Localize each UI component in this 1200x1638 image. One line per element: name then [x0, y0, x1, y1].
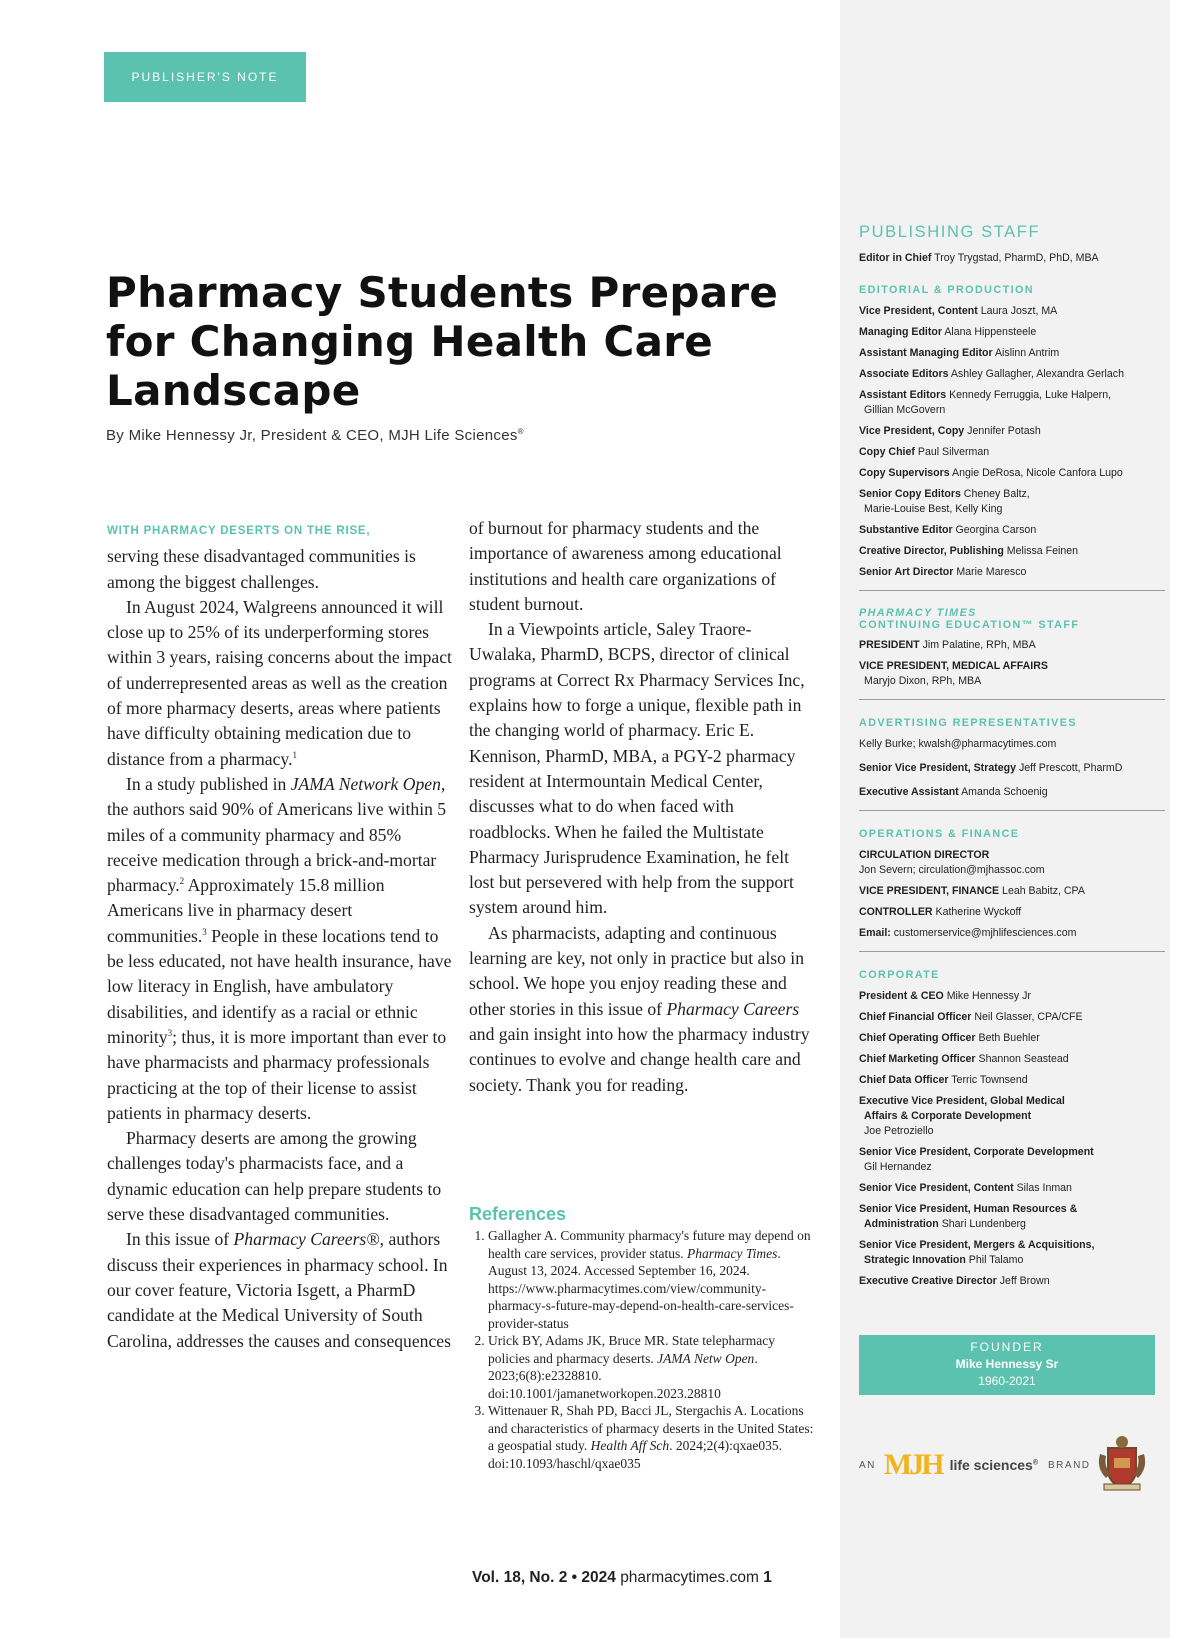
paragraph-text: In a study published in: [126, 773, 287, 794]
byline-registered-mark: ®: [517, 427, 524, 436]
masthead-entry: [859, 1010, 1165, 1025]
staff-role: Chief Financial Officer: [859, 1011, 972, 1023]
staff-name: Marie Maresco: [956, 566, 1027, 578]
staff-role: Vice President, Copy: [859, 425, 965, 437]
staff-name: Silas Inman: [1016, 1182, 1072, 1194]
masthead-entry: [859, 1274, 1165, 1289]
brand-suffix: BRAND: [1048, 1459, 1091, 1471]
paragraph-text: People in these locations tend to be less educated, not have health insurance, have low literacy in English, have ambulatory disabilities, and identify as a racial or ethnic minority: [107, 925, 452, 1047]
masthead-entry: [859, 251, 1165, 266]
staff-role: CONTROLLER: [859, 906, 933, 918]
masthead-entry: [859, 989, 1165, 1004]
founder-name: Mike Hennessy Sr: [955, 1357, 1059, 1371]
staff-name: Georgina Carson: [955, 524, 1037, 536]
masthead-entry: [859, 388, 1165, 418]
section-heading-operations: OPERATIONS & FINANCE: [859, 828, 1020, 840]
paragraph-study: [107, 772, 452, 1126]
staff-role: VICE PRESIDENT, MEDICAL AFFAIRS: [859, 660, 1048, 672]
staff-role: Administration: [864, 1218, 939, 1230]
paragraph-text: As pharmacists, adapting and continuous learning are key, not only in practice but also in school. We hope you enjoy reading these and other stories in this issue of: [469, 922, 804, 1019]
staff-name: Gillian McGovern: [864, 404, 946, 416]
citation: 1: [292, 749, 297, 760]
staff-role: Chief Data Officer: [859, 1074, 949, 1086]
references-section: [469, 1204, 814, 1472]
masthead-entry: [859, 926, 1165, 941]
staff-name: Alana Hippensteele: [944, 326, 1037, 338]
lead-text: serving these disadvantaged communities is among the biggest challenges.: [107, 546, 416, 592]
masthead-entry: [859, 848, 1165, 878]
staff-role: Email:: [859, 927, 891, 939]
staff-role: Strategic Innovation: [864, 1254, 966, 1266]
reference-journal: Pharmacy Times: [687, 1245, 778, 1261]
masthead-entry: [859, 884, 1165, 899]
paragraph-challenges: Pharmacy deserts are among the growing challenges today's pharmacists face, and a dynamic education can help prepare students to serve these disadvantaged communities.: [107, 1128, 442, 1225]
staff-name: Katherine Wyckoff: [935, 906, 1022, 918]
masthead-entry: [859, 1202, 1165, 1232]
staff-name: Shari Lundenberg: [941, 1218, 1026, 1230]
section-divider: [859, 590, 1165, 591]
staff-role: Editor in Chief: [859, 252, 932, 264]
article-column-2: [469, 516, 814, 1098]
staff-name: Leah Babitz, CPA: [1002, 885, 1085, 897]
brand-name-text: life sciences: [949, 1457, 1033, 1473]
section-heading-corporate: CORPORATE: [859, 969, 940, 981]
staff-role: Senior Vice President, Corporate Development: [859, 1146, 1094, 1158]
footer-site: pharmacytimes.com: [620, 1569, 759, 1586]
staff-role: Senior Vice President, Mergers & Acquisitions,: [859, 1239, 1095, 1251]
page-footer: [472, 1569, 772, 1587]
crest-icon: [1094, 1434, 1150, 1492]
footer-separator: •: [571, 1569, 578, 1586]
staff-name: Cheney Baltz,: [963, 488, 1030, 500]
lead-caps: WITH PHARMACY DESERTS ON THE RISE,: [107, 525, 371, 537]
references-title: References: [469, 1204, 567, 1224]
section-divider: [859, 810, 1165, 811]
staff-name: Shannon Seastead: [978, 1053, 1069, 1065]
paragraph-text: ; thus, it is more important than ever to have pharmacists and pharmacy professionals practicing at the top of their license to assist patients in pharmacy deserts.: [107, 1026, 447, 1123]
staff-role: Senior Vice President, Human Resources &: [859, 1203, 1078, 1215]
section-heading-ce-1: PHARMACY TIMES: [859, 607, 977, 619]
staff-name: Ashley Gallagher, Alexandra Gerlach: [950, 368, 1124, 380]
masthead-entry: [859, 659, 1165, 689]
staff-name: Beth Buehler: [978, 1032, 1040, 1044]
masthead-entry: [859, 761, 1165, 776]
staff-role: Substantive Editor: [859, 524, 953, 536]
paragraph-text: , authors discuss their experiences in pharmacy school. In our cover feature, Victoria Isgett, a PharmD candidate at the Medical University of South Carolina, addresses the causes and consequences: [107, 1229, 451, 1351]
publication-name: Pharmacy Careers®: [233, 1229, 380, 1250]
reference-text: Wittenauer R, Shah PD, Bacci JL, Stergachis A. Locations and characteristics of pharmacy deserts in the United States: a geospatial study.: [488, 1403, 814, 1453]
byline: [106, 427, 524, 444]
masthead-entry: [859, 638, 1165, 653]
brand-prefix: AN: [859, 1459, 876, 1471]
staff-name: Gil Hernandez: [864, 1161, 932, 1173]
masthead-entry: [859, 544, 1165, 559]
reference-item: [488, 1332, 814, 1402]
paragraph-text: and gain insight into how the pharmacy industry continues to evolve and change health care and society. Thank you for reading.: [469, 1023, 810, 1095]
staff-name: Maryjo Dixon, RPh, MBA: [864, 675, 982, 687]
masthead-entry: [859, 1031, 1165, 1046]
masthead-entry: [859, 1094, 1165, 1139]
mjh-logo-icon: MJH: [883, 1448, 942, 1481]
staff-name: Jon Severn; circulation@mjhassoc.com: [859, 864, 1045, 876]
founder-years: 1960-2021: [978, 1374, 1036, 1388]
staff-role: President & CEO: [859, 990, 944, 1002]
article-title: Pharmacy Students Prepare for Changing Health Care Landscape: [106, 268, 779, 415]
staff-role: Executive Creative Director: [859, 1275, 997, 1287]
staff-name: Jim Palatine, RPh, MBA: [922, 639, 1036, 651]
staff-role: Managing Editor: [859, 326, 942, 338]
section-heading-ce-2: CONTINUING EDUCATION™ STAFF: [859, 619, 1080, 631]
staff-role: CIRCULATION DIRECTOR: [859, 849, 990, 861]
masthead-entry: [859, 1145, 1165, 1175]
staff-role: Assistant Managing Editor: [859, 347, 993, 359]
staff-name: Laura Joszt, MA: [980, 305, 1058, 317]
staff-role: Affairs & Corporate Development: [864, 1110, 1032, 1122]
section-divider: [859, 951, 1165, 952]
staff-name: Phil Talamo: [968, 1254, 1024, 1266]
staff-role: PRESIDENT: [859, 639, 920, 651]
staff-role: Copy Chief: [859, 446, 915, 458]
citation: 3: [202, 926, 207, 937]
paragraph-text: the authors said 90% of Americans live within 5 miles of a community pharmacy and 85% receive medication through a brick-and-mortar pharmacy.: [107, 799, 447, 896]
publishing-staff-heading: PUBLISHING STAFF: [859, 223, 1041, 241]
article-column-1: [107, 516, 452, 1354]
masthead-entry: [859, 346, 1165, 361]
references-list: [469, 1227, 814, 1472]
masthead-entry: [859, 1052, 1165, 1067]
reference-text: Urick BY, Adams JK, Bruce MR. State telepharmacy policies and pharmacy deserts.: [488, 1333, 775, 1366]
staff-name: Angie DeRosa, Nicole Canfora Lupo: [952, 467, 1123, 479]
staff-name: Terric Townsend: [951, 1074, 1028, 1086]
staff-name: Jeff Brown: [999, 1275, 1050, 1287]
masthead-entry: [859, 905, 1165, 920]
staff-name: Joe Petroziello: [864, 1125, 934, 1137]
staff-role: Copy Supervisors: [859, 467, 950, 479]
masthead-entry: [859, 1073, 1165, 1088]
staff-name: Paul Silverman: [917, 446, 990, 458]
founder-box: [859, 1335, 1155, 1395]
section-divider: [859, 699, 1165, 700]
volume-issue: Vol. 18, No. 2: [472, 1569, 568, 1586]
staff-name: Jennifer Potash: [967, 425, 1041, 437]
staff-role: Senior Vice President, Content: [859, 1182, 1014, 1194]
masthead-entry: [859, 325, 1165, 340]
reference-item: [488, 1402, 814, 1472]
staff-name: Aislinn Antrim: [994, 347, 1060, 359]
staff-role: VICE PRESIDENT, FINANCE: [859, 885, 1000, 897]
paragraph-text: In this issue of: [126, 1229, 230, 1250]
staff-name: Melissa Feinen: [1006, 545, 1079, 557]
masthead-entry: [859, 445, 1165, 460]
paragraph-walgreens: [107, 595, 452, 772]
staff-role: Senior Art Director: [859, 566, 954, 578]
staff-role: Assistant Editors: [859, 389, 947, 401]
masthead-entry: [859, 424, 1165, 439]
reference-text: . 2023;6(8):e2328810. doi:10.1001/jamanetworkopen.2023.28810: [488, 1350, 758, 1401]
masthead-entry: [859, 1238, 1165, 1268]
masthead-entry: [859, 1181, 1165, 1196]
mjh-brand-line: [859, 1448, 1091, 1482]
citation: 3: [167, 1028, 173, 1039]
brand-registered-mark: ®: [1032, 1459, 1039, 1467]
journal-name: JAMA Network Open,: [290, 773, 446, 794]
masthead-entry: [859, 487, 1165, 517]
lead-paragraph: [107, 516, 452, 595]
masthead-entry: [859, 367, 1165, 382]
paragraph-viewpoints: In a Viewpoints article, Saley Traore-Uwalaka, PharmD, BCPS, director of clinical programs at Correct Rx Pharmacy Services Inc, explains how to forge a unique, flexible path in the changing world of pharmacy. Eric E. Kennison, PharmD, MBA, a PGY-2 pharmacy resident at Intermountain Medical Center, discusses what to do when faced with roadblocks. When he failed the Multistate Pharmacy Jurisprudence Examination, he felt lost but persevered with help from the support system around him.: [469, 619, 805, 918]
reference-text: . 2024;2(4):qxae035. doi:10.1093/haschl/qxae035: [488, 1438, 782, 1471]
reference-journal: JAMA Netw Open: [657, 1350, 755, 1366]
byline-text: By Mike Hennessy Jr, President & CEO, MJH Life Sciences: [106, 427, 518, 444]
staff-role: Chief Operating Officer: [859, 1032, 976, 1044]
staff-name: Mike Hennessy Jr: [946, 990, 1031, 1002]
masthead-entry: [859, 523, 1165, 538]
staff-role: Chief Marketing Officer: [859, 1053, 976, 1065]
staff-role: Executive Assistant: [859, 786, 959, 798]
section-heading-editorial: EDITORIAL & PRODUCTION: [859, 284, 1034, 296]
staff-role: Creative Director, Publishing: [859, 545, 1004, 557]
staff-name: Neil Glasser, CPA/CFE: [974, 1011, 1083, 1023]
paragraph-text: Approximately 15.8 million Americans live in pharmacy desert communities.: [107, 875, 385, 946]
masthead-entry: [859, 565, 1165, 580]
staff-name: customerservice@mjhlifesciences.com: [893, 927, 1077, 939]
masthead-list: [859, 251, 1165, 1295]
masthead-entry: [859, 466, 1165, 481]
masthead-entry: [859, 737, 1165, 752]
page-number: 1: [763, 1569, 772, 1586]
staff-role: Vice President, Content: [859, 305, 978, 317]
staff-name: Marie-Louise Best, Kelly King: [864, 503, 1003, 515]
staff-name: Amanda Schoenig: [961, 786, 1048, 798]
staff-role: Senior Vice President, Strategy: [859, 762, 1017, 774]
section-heading-advertising: ADVERTISING REPRESENTATIVES: [859, 717, 1077, 729]
reference-item: [488, 1227, 814, 1332]
publishers-note-badge: PUBLISHER'S NOTE: [104, 52, 306, 102]
reference-text: . August 13, 2024. Accessed September 16, 2024. https://www.pharmacytimes.com/view/community-pharmacy-s-future-may-depend-on-health-care-services-provider-status: [488, 1245, 794, 1331]
paragraph-closing: [469, 921, 814, 1098]
citation: 2: [179, 876, 185, 887]
publication-name: Pharmacy Careers: [666, 998, 800, 1019]
masthead-entry: [859, 304, 1165, 319]
brand-name: [950, 1457, 1038, 1473]
footer-year: 2024: [581, 1569, 616, 1586]
staff-name: Kennedy Ferruggia, Luke Halpern,: [949, 389, 1112, 401]
paragraph-this-issue: [107, 1227, 452, 1353]
staff-name: Troy Trygstad, PharmD, PhD, MBA: [934, 252, 1099, 264]
reference-text: Gallagher A. Community pharmacy's future may depend on health care services, provider status.: [488, 1228, 811, 1261]
staff-role: Senior Copy Editors: [859, 488, 961, 500]
founder-label: FOUNDER: [970, 1340, 1044, 1354]
staff-name: Jeff Prescott, PharmD: [1018, 762, 1123, 774]
staff-role: Executive Vice President, Global Medical: [859, 1095, 1065, 1107]
staff-name: Kelly Burke; kwalsh@pharmacytimes.com: [859, 738, 1057, 750]
staff-role: Associate Editors: [859, 368, 949, 380]
reference-journal: Health Aff Sch: [590, 1438, 670, 1453]
paragraph-text: In August 2024, Walgreens announced it will close up to 25% of its underperforming stores within 3 years, raising concerns about the impact of underrepresented areas as well as the creation of more pharmacy deserts, areas where patients have difficulty obtaining medication due to distance from a pharmacy.: [107, 596, 452, 769]
paragraph-continued: of burnout for pharmacy students and the importance of awareness among educational institutions and health care organizations of student burnout.: [469, 518, 782, 614]
masthead-entry: [859, 785, 1165, 800]
